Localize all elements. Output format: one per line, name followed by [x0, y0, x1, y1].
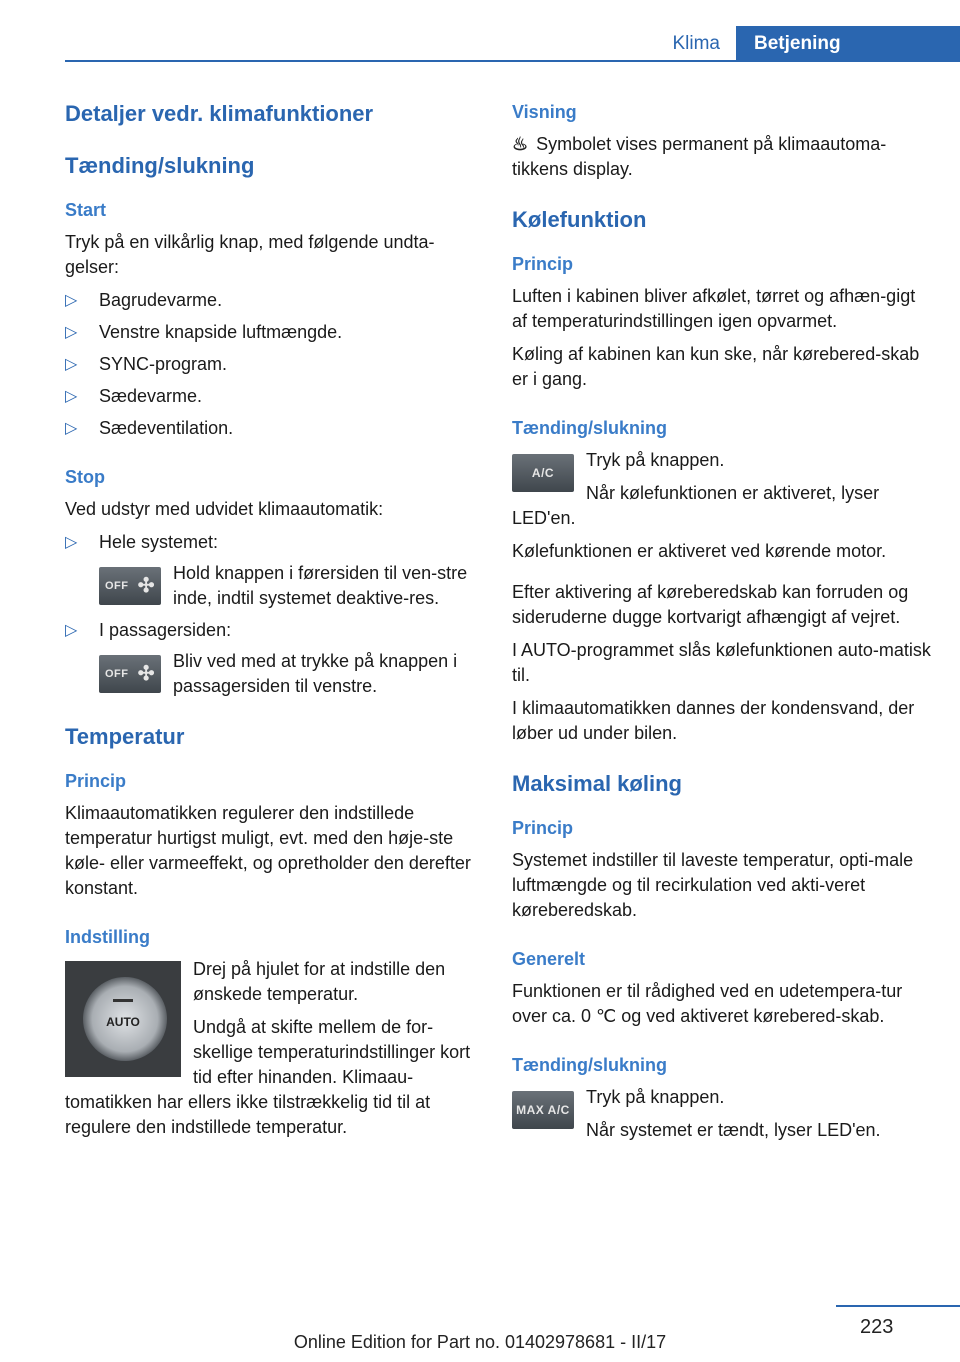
heading-princip: Princip — [65, 771, 127, 791]
fan-off-button-image — [99, 567, 161, 605]
page-number-rule — [836, 1305, 960, 1307]
list-item: ▷ Bagrudevarme. — [65, 288, 477, 313]
header-section-label: Klima — [672, 33, 720, 54]
ac-text-1: Tryk på knappen. — [586, 450, 725, 470]
koel-text-1: Luften i kabinen bliver afkølet, tørret og afhæn-gigt af temperaturindstillingen igen opvarmet. — [512, 286, 916, 331]
koel-text-2: Køling af kabinen kan kun ske, når kørebered-skab er i gang. — [512, 344, 920, 389]
heading-generelt: Generelt — [512, 949, 586, 969]
start-exceptions-list — [65, 288, 477, 441]
header-rule — [65, 60, 960, 62]
start-text: Tryk på en vilkårlig knap, med følgende undta-gelser: — [65, 232, 435, 277]
triangle-bullet-icon: ▷ — [65, 324, 78, 341]
maxac-text-2: Når systemet er tændt, lyser LED'en. — [586, 1120, 881, 1140]
triangle-bullet-icon: ▷ — [65, 534, 78, 551]
indstilling-text-2: Undgå at skifte mellem de for-skellige temperaturindstillinger kort tid efter hinanden. Klimaau-tomatikken har ellers ikke tilstrækkelig tid til at regulere den indstillede temperatur. — [65, 1017, 471, 1137]
right-column — [512, 100, 932, 1151]
heading-maksimal-koeling: Maksimal køling — [512, 771, 682, 796]
heading-start: Start — [65, 200, 107, 220]
maks-text-1: Systemet indstiller til laveste temperatur, opti-male luftmængde og til recirkulation ved akti-veret køreberedskab. — [512, 850, 914, 920]
indstilling-text-1: Drej på hjulet for at indstille den ønskede temperatur. — [193, 959, 446, 1004]
temperature-knob-image — [65, 961, 181, 1077]
stop-list — [65, 530, 477, 699]
stop-item1-text: Hold knappen i førersiden til ven-stre inde, indtil systemet deaktive-res. — [173, 563, 468, 608]
triangle-bullet-icon: ▷ — [65, 388, 78, 405]
ac-text-4: Efter aktivering af kørеberedskab kan forruden og sideruderne dugge kortvarigt afhængigt af vejret. — [512, 582, 909, 627]
footer-edition: Online Edition for Part no. 01402978681 - II/17 — [293, 1332, 667, 1352]
ac-text-5: I AUTO-programmet slås kølefunktionen auto-matisk til. — [512, 640, 931, 685]
main-heading: Detaljer vedr. klimafunktioner — [65, 101, 374, 126]
generelt-text: Funktionen er til rådighed ved en udetempera-tur over ca. 0 ℃ og ved aktiveret kørebered-skab. — [512, 981, 903, 1026]
triangle-bullet-icon: ▷ — [65, 356, 78, 373]
heading-princip-koel: Princip — [512, 254, 574, 274]
princip-text: Klimaautomatikken regulerer den indstillede temperatur hurtigst muligt, evt. med den høje-ste køle- eller varmeeffekt, og opretholder den derefter konstant. — [65, 803, 471, 898]
fan-icon: ✣ — [137, 574, 155, 597]
heading-indstilling: Indstilling — [65, 927, 150, 947]
triangle-bullet-icon: ▷ — [65, 292, 78, 309]
list-item: ▷ Hele systemet: OFF ✣ Hold knappen i førersiden til ven-stre inde, indtil systemet deaktive-res. — [65, 532, 468, 608]
list-item: ▷ SYNC-program. — [65, 352, 477, 377]
fan-off-label: OFF — [105, 579, 129, 592]
list-item: ▷ Sædevarme. — [65, 384, 477, 409]
page-number: 223 — [860, 1316, 894, 1338]
heading-koelefunktion: Kølefunktion — [512, 207, 647, 232]
list-item: ▷ Sædeventilation. — [65, 416, 477, 441]
list-item: ▷ I passagersiden: OFF ✣ Bliv ved med at trykke på knappen i passagersiden til venstre. — [65, 620, 458, 696]
knob-auto-label: AUTO — [106, 1015, 140, 1029]
triangle-bullet-icon: ▷ — [65, 622, 78, 639]
stop-item2-text: Bliv ved med at trykke på knappen i passagersiden til venstre. — [173, 651, 458, 696]
heading-taending-maxac: Tænding/slukning — [512, 1055, 667, 1075]
ac-text-3: Kølefunktionen er aktiveret ved kørende motor. — [512, 541, 887, 561]
left-column — [65, 100, 477, 1148]
heading-stop: Stop — [65, 467, 105, 487]
triangle-bullet-icon: ▷ — [65, 420, 78, 437]
heading-taending: Tænding/slukning — [65, 153, 255, 178]
list-item: ▷ Venstre knapside luftmængde. — [65, 320, 477, 345]
max-ac-button-image: MAX A/C — [512, 1091, 574, 1129]
ac-text-6: I klimaautomatikken dannes der kondensvand, der løber ud under bilen. — [512, 698, 915, 743]
heading-princip-maks: Princip — [512, 818, 574, 838]
ac-button-image: A/C — [512, 454, 574, 492]
heading-temperatur: Temperatur — [65, 724, 185, 749]
heading-visning: Visning — [512, 102, 577, 122]
stop-text: Ved udstyr med udvidet klimaautomatik: — [65, 499, 384, 519]
heading-taending-ac: Tænding/slukning — [512, 418, 667, 438]
fan-off-button-image — [99, 655, 161, 693]
maxac-text-1: Tryk på knappen. — [586, 1087, 725, 1107]
header-tab-betjening: Betjening — [736, 26, 960, 60]
heat-waves-icon: ♨ — [512, 134, 529, 154]
visning-text: Symbolet vises permanent på klimaautoma-tikkens display. — [512, 134, 887, 179]
fan-off-label: OFF — [105, 667, 129, 680]
ac-text-2: Når kølefunktionen er aktiveret, lyser LED'en. — [512, 483, 880, 528]
fan-icon: ✣ — [137, 662, 155, 685]
